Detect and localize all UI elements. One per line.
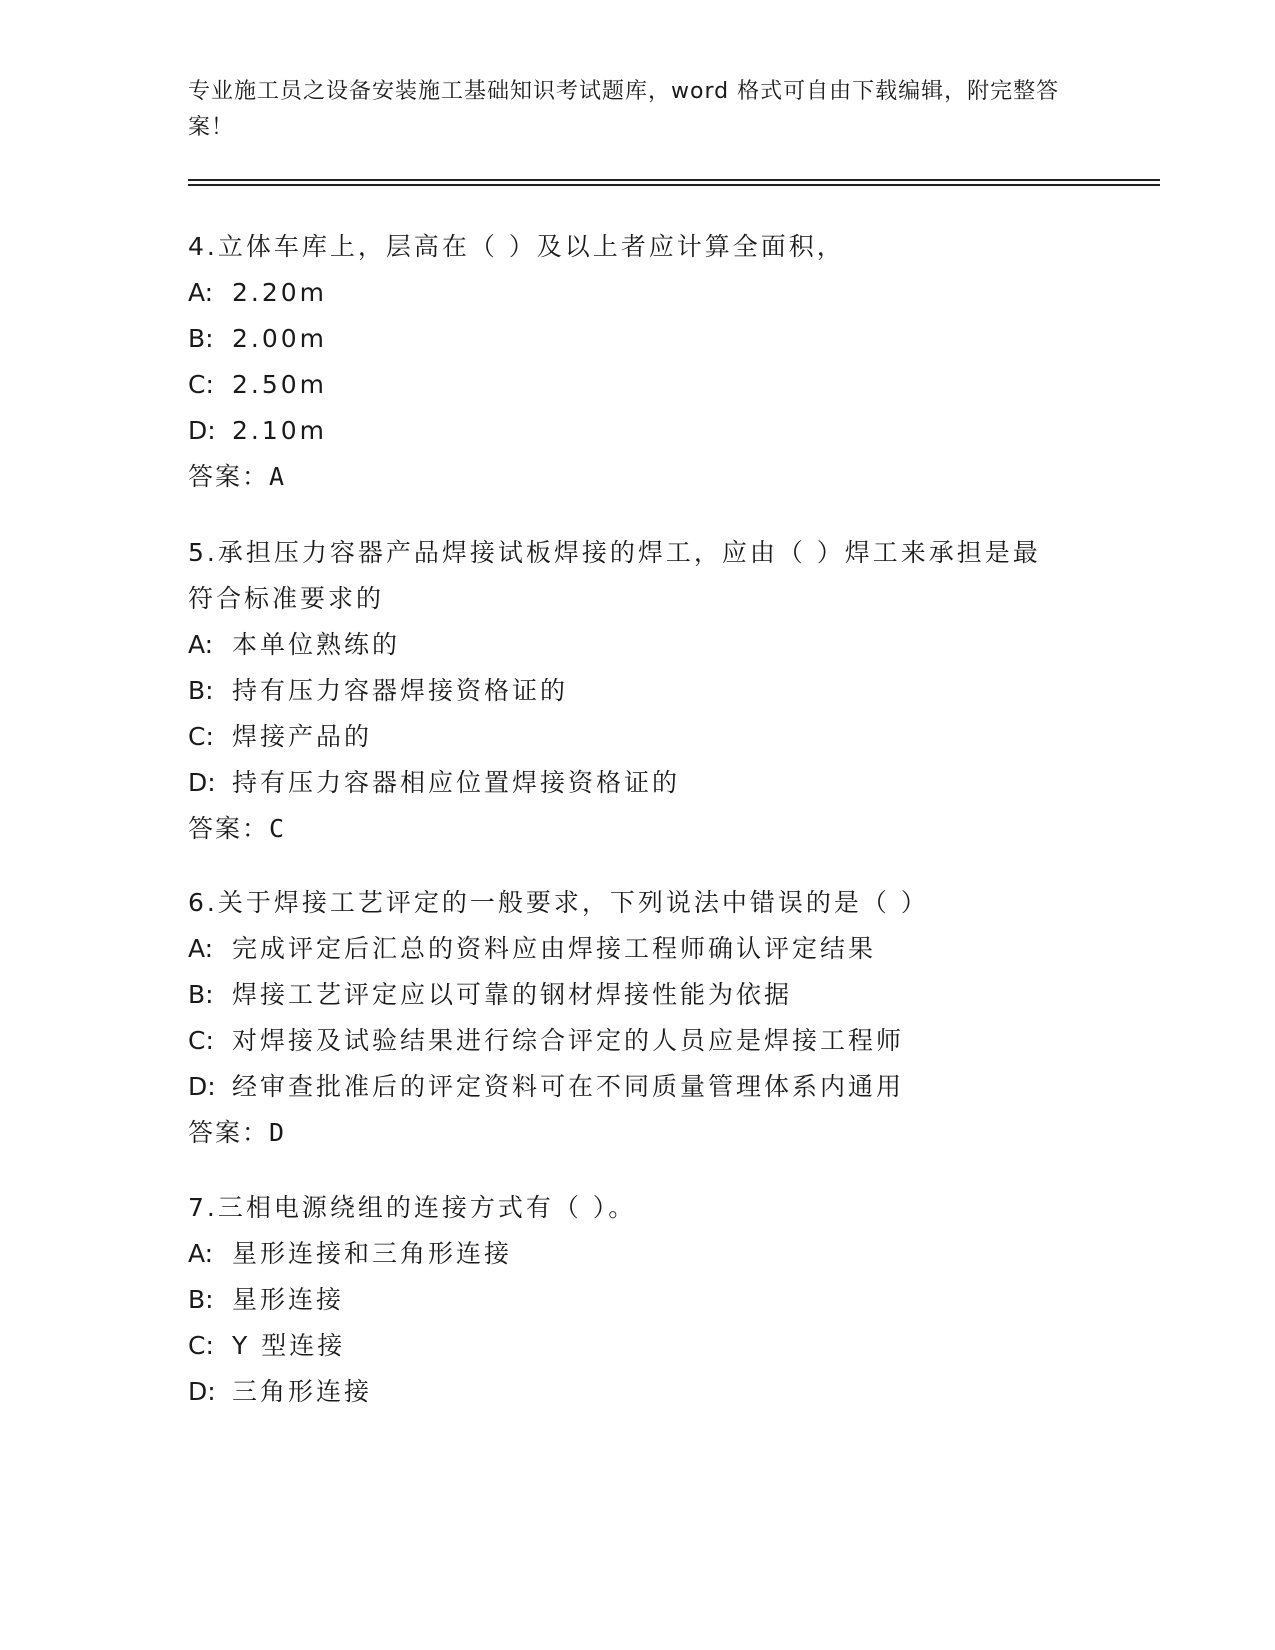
option-a bbox=[188, 926, 1088, 972]
option-d bbox=[188, 1369, 1088, 1415]
option-text: 2.10m bbox=[232, 416, 328, 445]
option-letter: A: bbox=[188, 630, 214, 659]
option-text: 焊接工艺评定应以可靠的钢材焊接性能为依据 bbox=[232, 980, 793, 1009]
answer-value: C bbox=[269, 814, 285, 843]
option-letter: B: bbox=[188, 1285, 214, 1314]
option-text: 2.00m bbox=[232, 324, 328, 353]
option-b bbox=[188, 668, 1068, 714]
option-text: 经审查批准后的评定资料可在不同质量管理体系内通用 bbox=[232, 1072, 905, 1101]
answer-label: 答案： bbox=[188, 1118, 270, 1147]
question-4 bbox=[188, 224, 1088, 500]
option-letter: B: bbox=[188, 980, 214, 1009]
option-d bbox=[188, 408, 1088, 454]
option-letter: A: bbox=[188, 1239, 214, 1268]
option-letter: D: bbox=[188, 768, 216, 797]
document-header: 专业施工员之设备安装施工基础知识考试题库，word 格式可自由下载编辑，附完整答案！ bbox=[188, 79, 1060, 140]
option-d bbox=[188, 760, 1068, 806]
option-letter: D: bbox=[188, 416, 216, 445]
option-b bbox=[188, 972, 1088, 1018]
option-text: 焊接产品的 bbox=[232, 722, 373, 751]
answer-label: 答案： bbox=[188, 814, 270, 843]
answer-line bbox=[188, 806, 1068, 852]
option-c bbox=[188, 714, 1068, 760]
option-text: 三角形连接 bbox=[232, 1377, 373, 1406]
question-6 bbox=[188, 880, 1088, 1156]
question-7 bbox=[188, 1185, 1088, 1415]
question-stem: 7.三相电源绕组的连接方式有（ ）。 bbox=[188, 1193, 637, 1222]
option-letter: C: bbox=[188, 1026, 214, 1055]
option-text: 2.20m bbox=[232, 278, 328, 307]
option-letter: D: bbox=[188, 1377, 216, 1406]
option-text: 完成评定后汇总的资料应由焊接工程师确认评定结果 bbox=[232, 934, 877, 963]
answer-line bbox=[188, 1110, 1088, 1156]
option-text: 持有压力容器相应位置焊接资格证的 bbox=[232, 768, 681, 797]
option-a bbox=[188, 622, 1068, 668]
option-letter: A: bbox=[188, 934, 214, 963]
option-letter: B: bbox=[188, 676, 214, 705]
option-b bbox=[188, 1277, 1088, 1323]
option-text: 持有压力容器焊接资格证的 bbox=[232, 676, 569, 705]
option-text: 对焊接及试验结果进行综合评定的人员应是焊接工程师 bbox=[232, 1026, 905, 1055]
option-text: 星形连接 bbox=[232, 1285, 345, 1314]
option-letter: C: bbox=[188, 722, 214, 751]
option-text: 2.50m bbox=[232, 370, 328, 399]
header-divider-top bbox=[188, 179, 1160, 181]
answer-value: A bbox=[269, 462, 285, 491]
question-stem: 6.关于焊接工艺评定的一般要求，下列说法中错误的是（ ） bbox=[188, 888, 929, 917]
option-text: 本单位熟练的 bbox=[232, 630, 401, 659]
answer-line bbox=[188, 454, 1088, 500]
option-letter: D: bbox=[188, 1072, 216, 1101]
option-c bbox=[188, 362, 1088, 408]
option-letter: C: bbox=[188, 1331, 214, 1360]
option-letter: C: bbox=[188, 370, 214, 399]
answer-value: D bbox=[269, 1118, 285, 1147]
question-5 bbox=[188, 530, 1068, 852]
option-text: 星形连接和三角形连接 bbox=[232, 1239, 513, 1268]
option-letter: A: bbox=[188, 278, 214, 307]
question-stem: 5.承担压力容器产品焊接试板焊接的焊工，应由（ ）焊工来承担是最符合标准要求的 bbox=[188, 538, 1041, 613]
option-c bbox=[188, 1018, 1088, 1064]
option-d bbox=[188, 1064, 1088, 1110]
option-a bbox=[188, 1231, 1088, 1277]
option-letter: B: bbox=[188, 324, 214, 353]
option-text: Y 型连接 bbox=[232, 1331, 346, 1360]
option-b bbox=[188, 316, 1088, 362]
header-divider-bottom bbox=[188, 184, 1160, 186]
answer-label: 答案： bbox=[188, 462, 270, 491]
option-a bbox=[188, 270, 1088, 316]
option-c bbox=[188, 1323, 1088, 1369]
question-stem: 4.立体车库上，层高在（ ）及以上者应计算全面积， bbox=[188, 232, 845, 261]
